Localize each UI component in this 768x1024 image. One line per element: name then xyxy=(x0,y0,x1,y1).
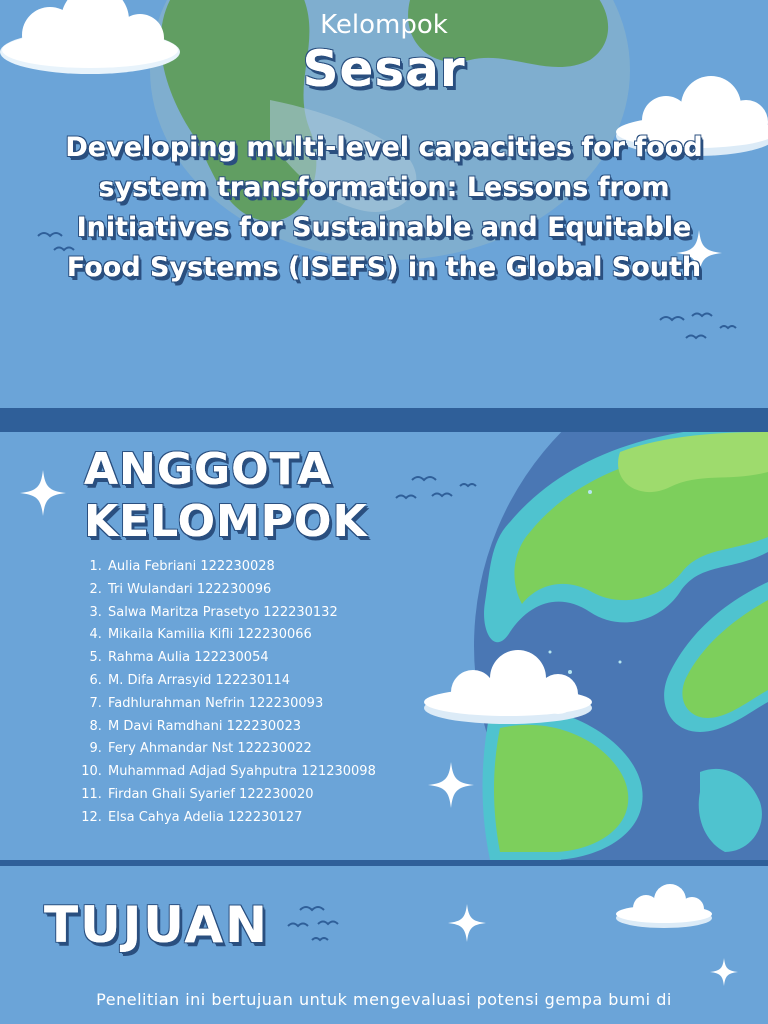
cloud-icon xyxy=(612,882,716,930)
birds-icon xyxy=(284,902,374,946)
member-item: 3. Salwa Maritza Prasetyo 122230132 xyxy=(106,602,376,625)
member-item: 4. Mikaila Kamilia Kifli 122230066 xyxy=(106,624,376,647)
earth-globe-illustration xyxy=(470,432,768,860)
cover-slide xyxy=(0,0,768,408)
group-name: Sesar xyxy=(302,40,466,98)
members-title-line1: ANGGOTA xyxy=(84,444,333,495)
cloud-icon xyxy=(418,650,598,730)
paper-title: Developing multi-level capacities for food system transformation: Lessons from Initiatives for Sustainable and Equitable Food Systems (ISEFS) in the Global South xyxy=(65,132,703,283)
member-item: 6. M. Difa Arrasyid 122230114 xyxy=(106,670,376,693)
members-slide xyxy=(0,432,768,860)
member-item: 2. Tri Wulandari 122230096 xyxy=(106,579,376,602)
member-item: 12. Elsa Cahya Adelia 122230127 xyxy=(106,807,376,830)
sparkle-icon xyxy=(428,762,474,808)
sparkle-icon xyxy=(20,470,66,516)
purpose-text: Penelitian ini bertujuan untuk mengevaluasi potensi gempa bumi di xyxy=(96,990,672,1009)
members-list xyxy=(84,556,376,830)
purpose-slide xyxy=(0,866,768,1024)
sparkle-icon xyxy=(448,904,486,942)
slide-divider xyxy=(0,408,768,432)
birds-icon xyxy=(394,472,484,522)
member-item: 11. Firdan Ghali Syarief 122230020 xyxy=(106,784,376,807)
member-item: 9. Fery Ahmandar Nst 122230022 xyxy=(106,738,376,761)
member-item: 7. Fadhlurahman Nefrin 122230093 xyxy=(106,693,376,716)
members-title-line2: KELOMPOK xyxy=(84,496,368,547)
members-title xyxy=(84,444,368,548)
member-item: 10. Muhammad Adjad Syahputra 121230098 xyxy=(106,761,376,784)
birds-icon xyxy=(656,310,746,350)
purpose-title: TUJUAN xyxy=(44,896,269,954)
member-item: 5. Rahma Aulia 122230054 xyxy=(106,647,376,670)
member-item: 1. Aulia Febriani 122230028 xyxy=(106,556,376,579)
member-item: 8. M Davi Ramdhani 122230023 xyxy=(106,716,376,739)
sparkle-icon xyxy=(710,958,738,986)
eyebrow-label: Kelompok xyxy=(320,10,448,40)
